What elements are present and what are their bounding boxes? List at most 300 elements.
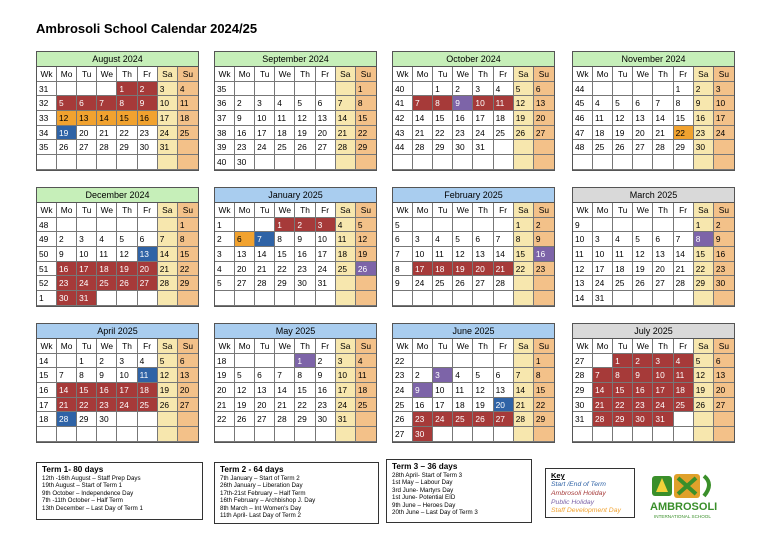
day-cell: 16 (57, 262, 77, 277)
week-number: 48 (37, 218, 57, 233)
day-cell (653, 218, 673, 233)
day-cell: 11 (138, 368, 158, 383)
day-cell: 25 (494, 126, 514, 141)
day-cell: 1 (356, 82, 376, 97)
day-cell: 14 (255, 247, 275, 262)
day-cell: 11 (613, 247, 633, 262)
week-number: 40 (393, 82, 413, 97)
day-cell: 22 (275, 262, 295, 277)
day-cell: 17 (158, 111, 178, 126)
day-cell: 8 (674, 96, 694, 111)
day-cell: 5 (117, 232, 137, 247)
day-cell: 3 (413, 232, 433, 247)
day-cell: 27 (235, 276, 255, 291)
page-title: Ambrosoli School Calendar 2024/25 (36, 21, 258, 36)
day-cell: 31 (593, 291, 613, 306)
day-cell (316, 427, 336, 442)
day-cell: 10 (117, 368, 137, 383)
day-cell (97, 218, 117, 233)
day-cell: 7 (653, 96, 673, 111)
week-number: 14 (573, 291, 593, 306)
day-cell: 3 (158, 82, 178, 97)
day-cell: 24 (316, 262, 336, 277)
day-cell: 13 (653, 247, 673, 262)
day-cell: 13 (473, 247, 493, 262)
day-cell: 22 (674, 126, 694, 141)
day-cell: 22 (514, 262, 534, 277)
day-cell (255, 218, 275, 233)
day-cell: 1 (295, 354, 315, 369)
day-cell (473, 155, 493, 170)
month-august-2024 (36, 51, 199, 171)
day-header: Fr (494, 339, 514, 354)
day-cell: 8 (356, 96, 376, 111)
day-cell: 14 (514, 383, 534, 398)
day-cell: 11 (356, 368, 376, 383)
day-cell: 19 (633, 262, 653, 277)
day-cell: 21 (674, 262, 694, 277)
day-cell (275, 291, 295, 306)
day-header: We (275, 339, 295, 354)
key-box (545, 468, 635, 518)
day-cell: 4 (97, 232, 117, 247)
day-cell: 1 (178, 218, 198, 233)
day-cell: 21 (275, 398, 295, 413)
day-header: Sa (514, 203, 534, 218)
day-cell: 31 (653, 412, 673, 427)
day-cell: 28 (494, 276, 514, 291)
term-line: 7th -11th October – Half Term (42, 497, 123, 505)
day-cell: 12 (235, 383, 255, 398)
day-cell (275, 82, 295, 97)
month-september-2024 (214, 51, 377, 171)
logo-name: AMBROSOLI (650, 501, 718, 513)
day-header: Su (534, 339, 554, 354)
day-cell: 22 (117, 126, 137, 141)
term-line: 19th August – Start of Term 1 (42, 482, 123, 490)
day-cell: 30 (97, 412, 117, 427)
day-cell (158, 218, 178, 233)
day-header: Su (178, 339, 198, 354)
day-cell: 13 (534, 96, 554, 111)
day-cell: 22 (178, 262, 198, 277)
day-cell: 7 (514, 368, 534, 383)
day-header: Su (534, 203, 554, 218)
day-cell: 24 (593, 276, 613, 291)
week-number: 51 (37, 262, 57, 277)
day-cell: 24 (433, 412, 453, 427)
day-cell: 25 (593, 140, 613, 155)
day-cell (235, 427, 255, 442)
day-cell: 11 (336, 232, 356, 247)
day-cell: 26 (613, 140, 633, 155)
day-cell: 3 (255, 96, 275, 111)
day-cell (117, 412, 137, 427)
day-cell: 3 (653, 354, 673, 369)
day-cell: 7 (255, 232, 275, 247)
day-cell: 28 (674, 276, 694, 291)
day-cell: 23 (138, 126, 158, 141)
week-number: 47 (573, 126, 593, 141)
day-cell: 28 (336, 140, 356, 155)
day-cell (633, 82, 653, 97)
day-header: We (275, 203, 295, 218)
day-cell: 3 (117, 354, 137, 369)
day-cell (356, 155, 376, 170)
day-cell (473, 291, 493, 306)
day-cell (57, 354, 77, 369)
day-cell: 18 (674, 383, 694, 398)
day-cell (514, 354, 534, 369)
day-header: Wk (37, 67, 57, 82)
day-cell (653, 427, 673, 442)
day-cell (494, 354, 514, 369)
month-title: October 2024 (393, 52, 554, 67)
day-cell: 14 (674, 247, 694, 262)
day-header: Fr (674, 339, 694, 354)
day-cell: 4 (494, 82, 514, 97)
day-header: Th (117, 339, 137, 354)
day-cell (97, 427, 117, 442)
day-cell: 19 (473, 398, 493, 413)
day-cell: 26 (117, 276, 137, 291)
week-number: 11 (573, 247, 593, 262)
day-cell (453, 218, 473, 233)
week-number: 22 (393, 354, 413, 369)
term-line: 1st May – Labour Day (392, 479, 453, 487)
week-number: 13 (573, 276, 593, 291)
day-cell (178, 291, 198, 306)
week-number: 45 (573, 96, 593, 111)
day-cell: 27 (138, 276, 158, 291)
day-cell: 10 (413, 247, 433, 262)
week-number: 50 (37, 247, 57, 262)
day-cell: 12 (158, 368, 178, 383)
week-number: 9 (393, 276, 413, 291)
week-number: 10 (573, 232, 593, 247)
week-number: 4 (215, 262, 235, 277)
day-cell (316, 291, 336, 306)
day-cell: 29 (295, 412, 315, 427)
day-header: Tu (433, 339, 453, 354)
day-cell: 2 (235, 96, 255, 111)
day-cell (77, 155, 97, 170)
day-cell: 27 (473, 276, 493, 291)
day-cell (514, 140, 534, 155)
day-cell (714, 427, 734, 442)
day-cell: 31 (473, 140, 493, 155)
day-cell: 18 (593, 126, 613, 141)
day-header: Mo (413, 339, 433, 354)
day-cell: 6 (633, 96, 653, 111)
day-cell: 11 (275, 111, 295, 126)
day-cell: 25 (613, 276, 633, 291)
day-header: We (633, 203, 653, 218)
day-cell: 19 (158, 383, 178, 398)
day-cell: 12 (453, 247, 473, 262)
month-title: December 2024 (37, 188, 198, 203)
day-cell: 7 (275, 368, 295, 383)
day-cell: 3 (433, 368, 453, 383)
month-title: November 2024 (573, 52, 734, 67)
day-cell: 2 (97, 354, 117, 369)
day-cell: 14 (158, 247, 178, 262)
day-cell (57, 427, 77, 442)
day-cell: 20 (255, 398, 275, 413)
day-header: Tu (77, 67, 97, 82)
day-header: Tu (255, 67, 275, 82)
day-header: Su (356, 67, 376, 82)
day-header: Sa (694, 203, 714, 218)
day-cell (494, 427, 514, 442)
day-header: Wk (393, 67, 413, 82)
key-item: Public Holiday (551, 498, 595, 506)
week-number: 23 (393, 368, 413, 383)
day-header: Sa (514, 339, 534, 354)
day-cell: 6 (653, 232, 673, 247)
day-cell: 19 (694, 383, 714, 398)
day-header: Tu (77, 339, 97, 354)
week-number: 2 (215, 232, 235, 247)
day-cell: 14 (593, 383, 613, 398)
day-cell: 15 (433, 111, 453, 126)
day-cell (77, 82, 97, 97)
day-cell: 22 (433, 126, 453, 141)
day-cell (235, 82, 255, 97)
day-header: Sa (336, 67, 356, 82)
day-cell (235, 291, 255, 306)
week-number: 48 (573, 140, 593, 155)
day-header: Th (473, 67, 493, 82)
day-cell: 16 (97, 383, 117, 398)
day-cell: 5 (514, 82, 534, 97)
day-cell: 8 (694, 232, 714, 247)
day-cell: 6 (255, 368, 275, 383)
school-logo (648, 466, 734, 522)
day-cell (694, 155, 714, 170)
day-header: Su (178, 67, 198, 82)
day-cell: 12 (633, 247, 653, 262)
day-cell (178, 427, 198, 442)
day-cell: 18 (433, 262, 453, 277)
day-header: Wk (393, 203, 413, 218)
day-cell (714, 140, 734, 155)
day-cell: 23 (316, 398, 336, 413)
day-cell: 10 (336, 368, 356, 383)
day-cell: 6 (494, 368, 514, 383)
day-cell: 24 (714, 126, 734, 141)
day-cell: 18 (97, 262, 117, 277)
day-cell: 15 (275, 247, 295, 262)
term-line: 3rd June- Martyrs Day (392, 486, 454, 494)
week-number: 31 (37, 82, 57, 97)
day-cell: 9 (714, 232, 734, 247)
day-header: Tu (255, 203, 275, 218)
day-header: Mo (235, 339, 255, 354)
day-cell: 6 (534, 82, 554, 97)
day-cell: 2 (714, 218, 734, 233)
day-cell: 24 (117, 398, 137, 413)
day-cell: 4 (593, 96, 613, 111)
day-header: We (97, 203, 117, 218)
day-cell (694, 427, 714, 442)
month-november-2024 (572, 51, 735, 171)
day-cell: 6 (235, 232, 255, 247)
day-cell: 16 (633, 383, 653, 398)
day-header: Mo (593, 67, 613, 82)
day-cell: 11 (453, 383, 473, 398)
day-cell (473, 354, 493, 369)
day-cell: 18 (453, 398, 473, 413)
day-cell (633, 427, 653, 442)
day-header: Mo (413, 203, 433, 218)
day-header: Fr (674, 67, 694, 82)
day-cell (593, 218, 613, 233)
day-cell (356, 291, 376, 306)
month-may-2025 (214, 323, 377, 443)
day-cell: 20 (235, 262, 255, 277)
week-number (37, 427, 57, 442)
day-cell: 27 (77, 140, 97, 155)
day-cell: 4 (336, 218, 356, 233)
day-cell (336, 276, 356, 291)
day-cell: 25 (138, 398, 158, 413)
day-cell: 13 (255, 383, 275, 398)
day-cell: 21 (653, 126, 673, 141)
day-cell: 31 (77, 291, 97, 306)
day-cell: 27 (534, 126, 554, 141)
day-cell: 8 (514, 232, 534, 247)
day-cell: 5 (453, 232, 473, 247)
day-cell (534, 276, 554, 291)
logo-subtitle: INTERNATIONAL SCHOOL (654, 514, 711, 519)
day-header: Sa (514, 67, 534, 82)
day-cell: 3 (714, 82, 734, 97)
day-cell: 26 (356, 262, 376, 277)
key-item: Staff Development Day (551, 507, 621, 515)
day-header: Sa (336, 203, 356, 218)
day-cell: 19 (453, 262, 473, 277)
day-cell: 28 (158, 276, 178, 291)
day-cell: 5 (295, 96, 315, 111)
term-line: 7th January – Start of Term 2 (220, 475, 300, 482)
day-cell: 6 (178, 354, 198, 369)
day-header: Th (295, 203, 315, 218)
day-header: Wk (215, 203, 235, 218)
day-cell: 23 (453, 126, 473, 141)
day-cell: 21 (336, 126, 356, 141)
day-header: Tu (613, 203, 633, 218)
day-cell: 22 (534, 398, 554, 413)
day-cell (255, 427, 275, 442)
term-line: 28th April- Start of Term 3 (392, 472, 463, 479)
day-cell: 30 (57, 291, 77, 306)
day-cell: 29 (674, 140, 694, 155)
day-header: Fr (494, 203, 514, 218)
day-cell: 15 (534, 383, 554, 398)
week-number: 8 (393, 262, 413, 277)
week-number: 37 (215, 111, 235, 126)
week-number: 32 (37, 96, 57, 111)
week-number: 6 (393, 232, 413, 247)
day-cell: 2 (57, 232, 77, 247)
day-header: Sa (158, 203, 178, 218)
term-line: 13th December – Last Day of Term 1 (42, 504, 143, 512)
week-number: 27 (573, 354, 593, 369)
day-cell (356, 276, 376, 291)
day-cell: 23 (235, 140, 255, 155)
day-cell: 29 (77, 412, 97, 427)
day-cell: 17 (316, 247, 336, 262)
week-number: 3 (215, 247, 235, 262)
day-cell (674, 427, 694, 442)
day-cell: 8 (77, 368, 97, 383)
day-cell (494, 140, 514, 155)
day-cell: 14 (653, 111, 673, 126)
day-cell: 26 (694, 398, 714, 413)
day-cell: 29 (694, 276, 714, 291)
day-cell: 28 (97, 140, 117, 155)
day-cell (413, 155, 433, 170)
day-cell: 21 (158, 262, 178, 277)
month-title: February 2025 (393, 188, 554, 203)
day-cell: 2 (295, 218, 315, 233)
week-number: 34 (37, 126, 57, 141)
day-cell (235, 218, 255, 233)
day-cell (694, 412, 714, 427)
day-cell: 19 (514, 111, 534, 126)
day-cell: 22 (694, 262, 714, 277)
week-number: 26 (393, 412, 413, 427)
week-number: 33 (37, 111, 57, 126)
day-cell (158, 412, 178, 427)
day-cell: 29 (178, 276, 198, 291)
day-cell: 27 (633, 140, 653, 155)
day-cell: 29 (275, 276, 295, 291)
term-line: 20th June – Last Day of Term 3 (392, 509, 478, 517)
week-number: 5 (393, 218, 413, 233)
month-december-2024 (36, 187, 199, 307)
day-cell: 13 (714, 368, 734, 383)
day-cell: 30 (714, 276, 734, 291)
day-cell: 8 (433, 96, 453, 111)
day-cell (97, 82, 117, 97)
day-cell: 30 (316, 412, 336, 427)
day-cell: 26 (295, 140, 315, 155)
month-title: April 2025 (37, 324, 198, 339)
day-cell: 16 (295, 247, 315, 262)
day-cell (674, 155, 694, 170)
day-cell: 20 (178, 383, 198, 398)
day-cell: 30 (138, 140, 158, 155)
day-cell: 22 (295, 398, 315, 413)
day-header: Fr (316, 203, 336, 218)
day-cell: 13 (235, 247, 255, 262)
day-cell: 1 (77, 354, 97, 369)
day-cell: 15 (674, 111, 694, 126)
day-cell (433, 291, 453, 306)
day-cell: 13 (138, 247, 158, 262)
term-title: Term 1- 80 days (42, 465, 104, 474)
day-cell (514, 291, 534, 306)
week-number: 46 (573, 111, 593, 126)
day-cell: 12 (117, 247, 137, 262)
day-cell: 26 (453, 276, 473, 291)
day-cell: 2 (453, 82, 473, 97)
day-header: Su (714, 203, 734, 218)
week-number: 36 (215, 96, 235, 111)
day-cell: 7 (593, 368, 613, 383)
